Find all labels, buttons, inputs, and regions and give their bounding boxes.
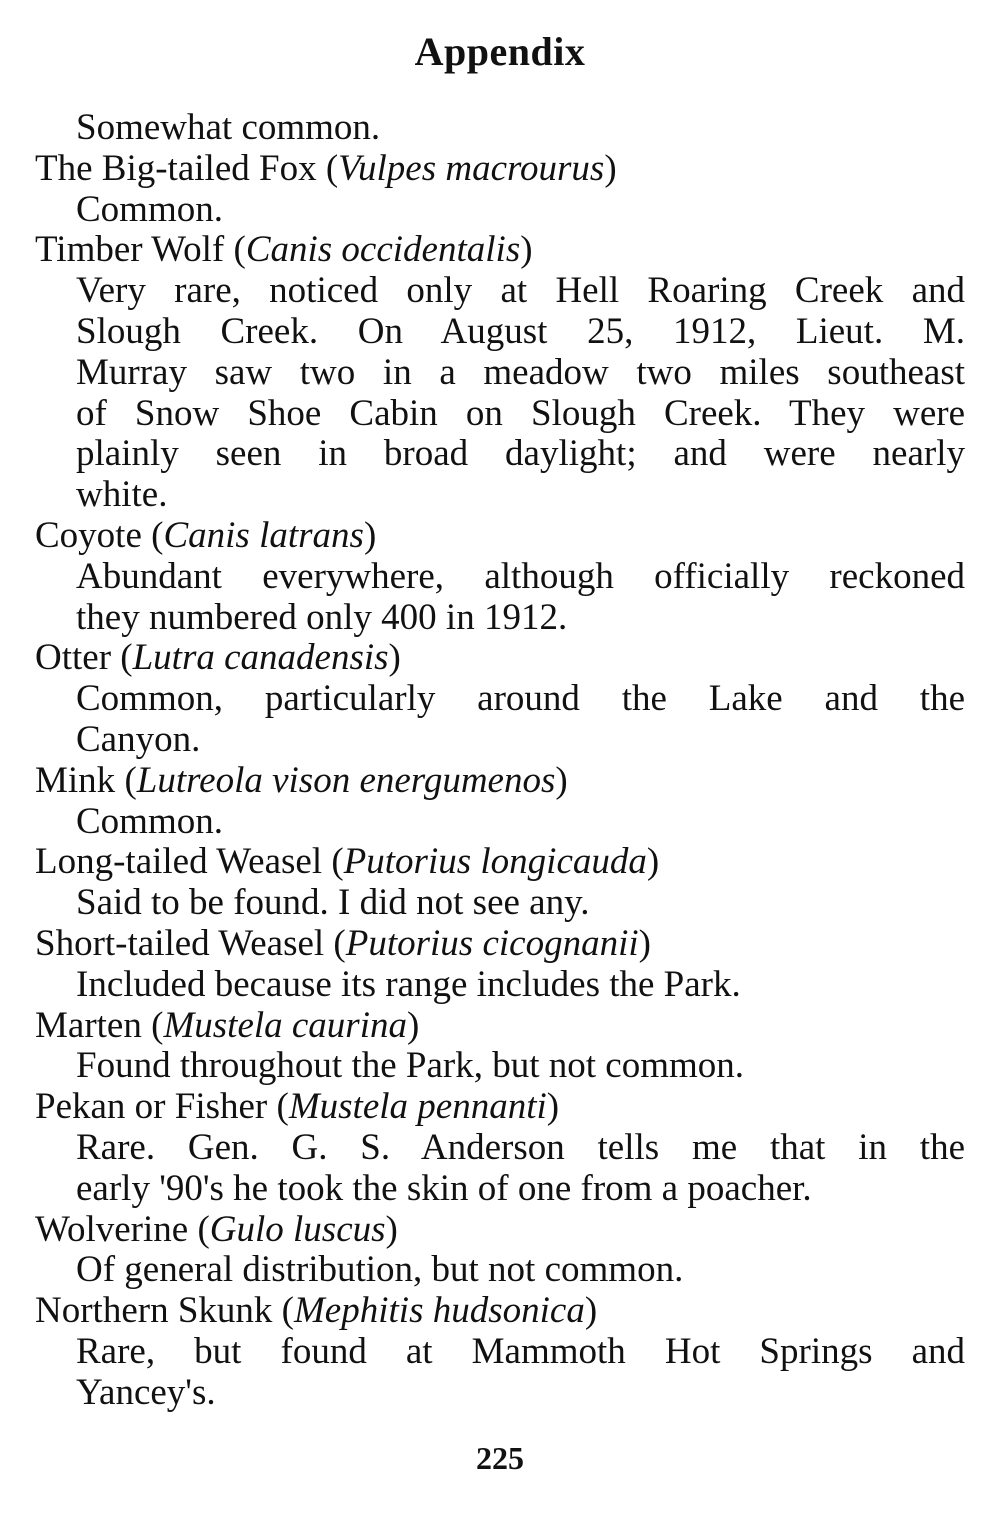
description-line: Included because its range includes the Park. — [76, 963, 741, 1005]
scientific-name: Canis latrans — [163, 514, 364, 556]
running-head: Appendix — [414, 29, 586, 74]
scientific-name: Mephitis hudsonica — [293, 1290, 585, 1332]
description-line: white. — [76, 474, 168, 516]
species-entry — [35, 638, 965, 760]
common-name: Otter — [35, 637, 112, 679]
species-description — [35, 679, 965, 761]
page-number: 225 — [476, 1440, 524, 1476]
description-line: Found throughout the Park, but not common. — [76, 1045, 745, 1087]
species-description — [35, 271, 965, 516]
description-line: Very rare, noticed only at Hell Roaring Creek and — [76, 271, 965, 312]
description-line: Rare. Gen. G. S. Anderson tells me that in the — [76, 1127, 965, 1168]
description-line: plainly seen in broad daylight; and were nearly — [76, 434, 965, 475]
species-heading: Pekan or Fisher (Mustela pennanti) — [35, 1086, 560, 1128]
common-name: Long-tailed Weasel — [35, 841, 323, 883]
species-entry — [35, 149, 965, 231]
species-description — [35, 1046, 965, 1087]
species-heading: Coyote (Canis latrans) — [35, 514, 377, 556]
species-heading: Marten (Mustela caurina) — [35, 1004, 420, 1046]
description-line: Canyon. — [76, 718, 201, 760]
common-name: Marten — [35, 1004, 142, 1046]
species-entry — [35, 1210, 965, 1292]
species-entry — [35, 1291, 965, 1413]
scientific-name: Putorius cicognanii — [345, 922, 639, 964]
scientific-name: Lutreola vison energumenos — [136, 759, 556, 801]
species-heading: Wolverine (Gulo luscus) — [35, 1208, 398, 1250]
scientific-name: Gulo luscus — [209, 1208, 386, 1250]
description-line: Common. — [76, 188, 223, 230]
species-entry — [35, 1087, 965, 1209]
species-description — [35, 802, 965, 843]
description-line: of Snow Shoe Cabin on Slough Creek. They were — [76, 393, 965, 434]
species-heading: Long-tailed Weasel (Putorius longicauda) — [35, 841, 660, 883]
species-description — [35, 190, 965, 231]
description-line: they numbered only 400 in 1912. — [76, 596, 568, 638]
description-line: early '90's he took the skin of one from a poacher. — [76, 1167, 812, 1209]
scientific-name: Vulpes macrourus — [338, 147, 605, 189]
appendix-text — [35, 108, 965, 1414]
species-entry — [35, 516, 965, 638]
common-name: The Big-tailed Fox — [35, 147, 317, 189]
description-line: Yancey's. — [76, 1371, 216, 1413]
species-description — [35, 1250, 965, 1291]
common-name: Short-tailed Weasel — [35, 922, 325, 964]
species-heading: Short-tailed Weasel (Putorius cicognanii) — [35, 922, 651, 964]
species-list — [35, 149, 965, 1414]
common-name: Coyote — [35, 514, 142, 556]
common-name: Mink — [35, 759, 116, 801]
species-entry — [35, 842, 965, 924]
scientific-name: Lutra canadensis — [132, 637, 389, 679]
species-entry — [35, 761, 965, 843]
common-name: Northern Skunk — [35, 1290, 273, 1332]
species-description — [35, 1332, 965, 1414]
species-description — [35, 965, 965, 1006]
common-name: Timber Wolf — [35, 229, 225, 271]
scientific-name: Putorius longicauda — [343, 841, 647, 883]
species-heading: Mink (Lutreola vison energumenos) — [35, 759, 568, 801]
description-line: Murray saw two in a meadow two miles southeast — [76, 352, 965, 393]
scientific-name: Canis occidentalis — [245, 229, 521, 271]
description-line: Of general distribution, but not common. — [76, 1249, 684, 1291]
species-heading: Northern Skunk (Mephitis hudsonica) — [35, 1290, 598, 1332]
common-name: Pekan or Fisher — [35, 1086, 268, 1128]
scientific-name: Mustela caurina — [163, 1004, 407, 1046]
description-line: Abundant everywhere, although officially reckoned — [76, 556, 965, 597]
species-heading: Otter (Lutra canadensis) — [35, 637, 401, 679]
scientific-name: Mustela pennanti — [288, 1086, 547, 1128]
species-description — [35, 1128, 965, 1210]
species-entry — [35, 1006, 965, 1088]
continued-description: Somewhat common. — [76, 108, 381, 148]
species-entry — [35, 230, 965, 516]
description-line: Common. — [76, 800, 223, 842]
species-heading: The Big-tailed Fox (Vulpes macrourus) — [35, 147, 617, 189]
species-description — [35, 557, 965, 639]
description-line: Common, particularly around the Lake and the — [76, 679, 965, 720]
species-description — [35, 883, 965, 924]
species-entry — [35, 924, 965, 1006]
description-line: Said to be found. I did not see any. — [76, 882, 590, 924]
species-heading: Timber Wolf (Canis occidentalis) — [35, 229, 533, 271]
common-name: Wolverine — [35, 1208, 189, 1250]
description-line: Slough Creek. On August 25, 1912, Lieut. M. — [76, 311, 965, 352]
description-line: Rare, but found at Mammoth Hot Springs and — [76, 1331, 965, 1372]
